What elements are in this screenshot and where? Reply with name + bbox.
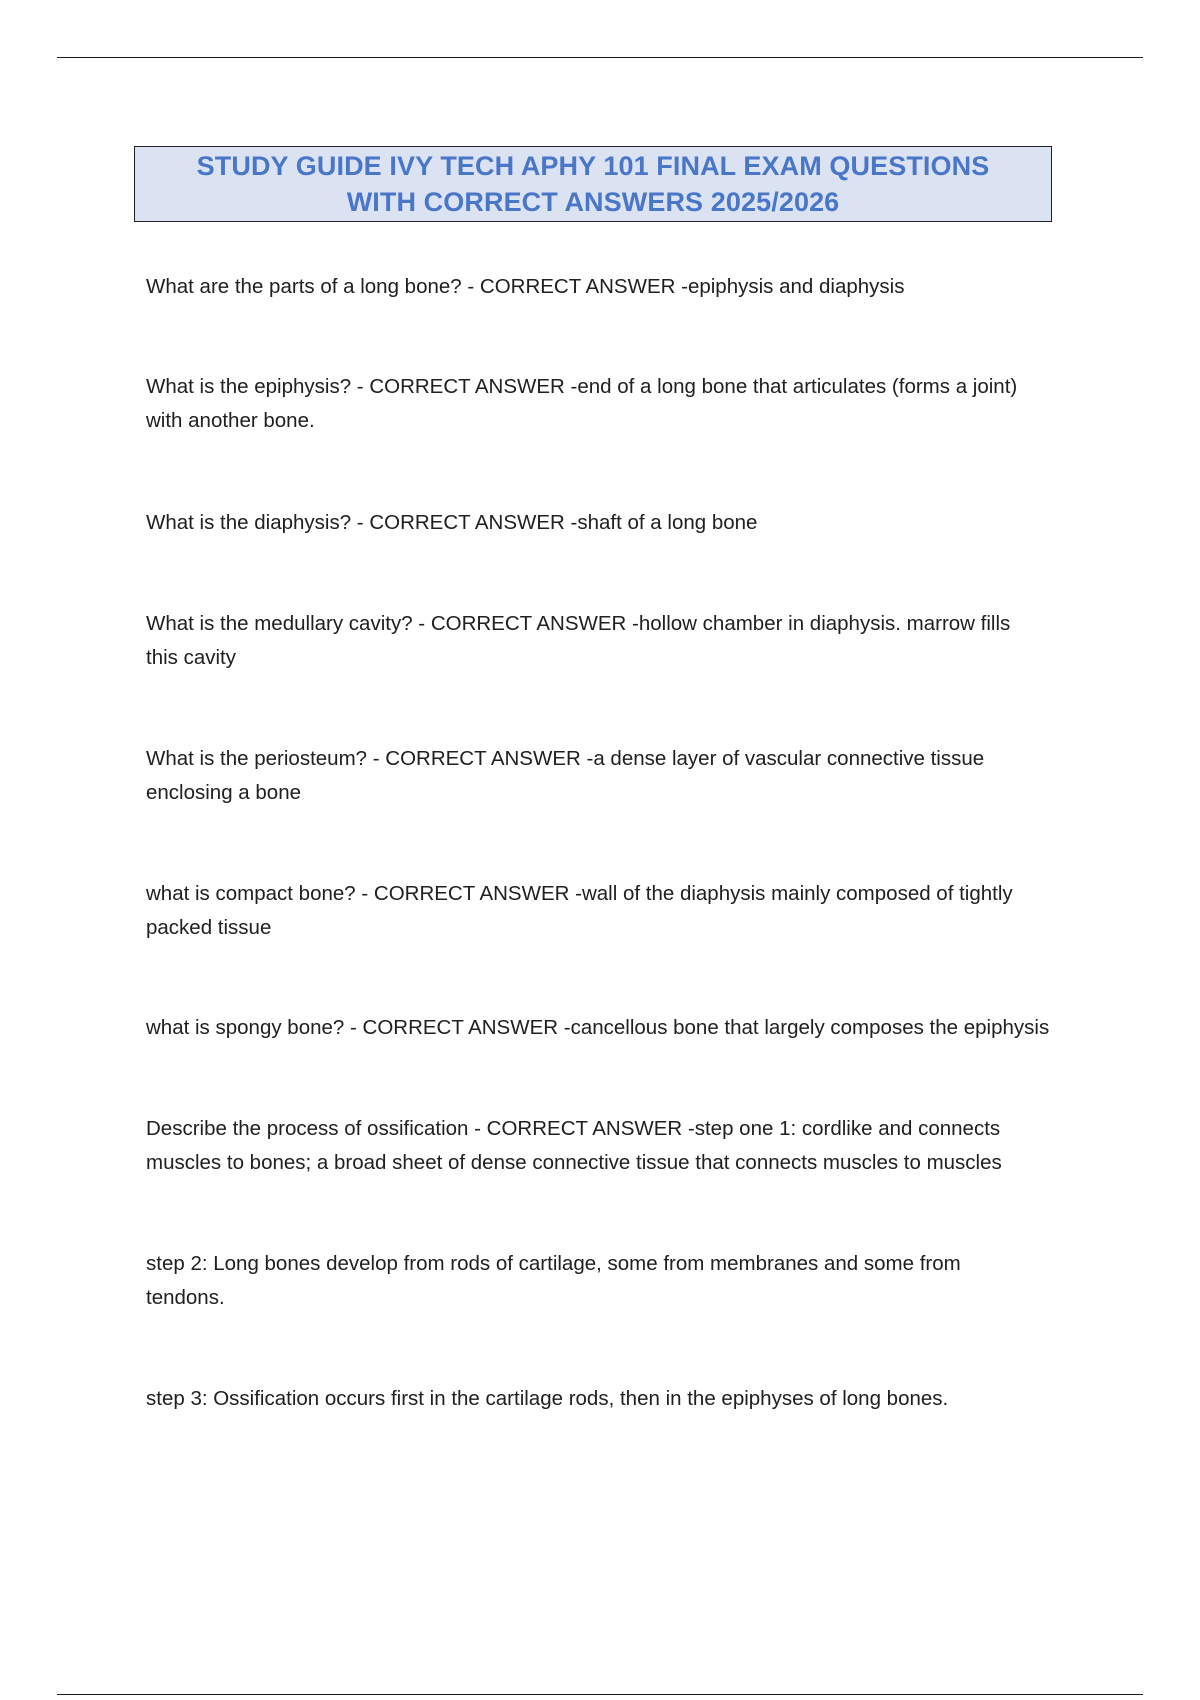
qa-line: what is compact bone? - CORRECT ANSWER -wall of the diaphysis mainly composed of tightly bbox=[146, 882, 1013, 905]
qa-line: What is the periosteum? - CORRECT ANSWER -a dense layer of vascular connective tissue bbox=[146, 747, 985, 770]
qa-line: What is the diaphysis? - CORRECT ANSWER -shaft of a long bone bbox=[146, 511, 758, 534]
qa-line: What are the parts of a long bone? - CORRECT ANSWER -epiphysis and diaphysis bbox=[146, 275, 905, 298]
qa-line: What is the epiphysis? - CORRECT ANSWER -end of a long bone that articulates (forms a joint) bbox=[146, 375, 1018, 398]
bottom-divider bbox=[57, 1694, 1143, 1695]
qa-item-2 bbox=[146, 370, 1086, 438]
title-line-2: WITH CORRECT ANSWERS 2025/2026 bbox=[346, 187, 840, 217]
title-line-1: STUDY GUIDE IVY TECH APHY 101 FINAL EXAM QUESTIONS bbox=[196, 151, 990, 181]
qa-line: Describe the process of ossification - CORRECT ANSWER -step one 1: cordlike and connects bbox=[146, 1117, 1001, 1140]
qa-item-5 bbox=[146, 742, 1086, 810]
qa-line: this cavity bbox=[146, 646, 236, 669]
qa-item-8 bbox=[146, 1112, 1086, 1180]
top-divider bbox=[57, 57, 1143, 58]
qa-item-4 bbox=[146, 607, 1086, 675]
qa-line: enclosing a bone bbox=[146, 781, 302, 804]
qa-line: What is the medullary cavity? - CORRECT ANSWER -hollow chamber in diaphysis. marrow fills bbox=[146, 612, 1011, 635]
title-banner bbox=[134, 146, 1052, 222]
qa-line: step 3: Ossification occurs first in the cartilage rods, then in the epiphyses of long bones. bbox=[146, 1387, 949, 1410]
qa-line: step 2: Long bones develop from rods of cartilage, some from membranes and some from bbox=[146, 1252, 961, 1275]
qa-item-3 bbox=[146, 506, 1086, 540]
qa-item-10 bbox=[146, 1382, 1086, 1416]
qa-item-7 bbox=[146, 1011, 1086, 1045]
qa-item-9 bbox=[146, 1247, 1086, 1315]
qa-line: tendons. bbox=[146, 1286, 225, 1309]
qa-item-1 bbox=[146, 270, 1086, 304]
qa-line: with another bone. bbox=[146, 409, 315, 432]
qa-line: packed tissue bbox=[146, 916, 272, 939]
qa-line: muscles to bones; a broad sheet of dense connective tissue that connects muscles to muscles bbox=[146, 1151, 1002, 1174]
qa-line: what is spongy bone? - CORRECT ANSWER -cancellous bone that largely composes the epiphysis bbox=[146, 1016, 1050, 1039]
document-title bbox=[135, 148, 1051, 220]
qa-item-6 bbox=[146, 877, 1086, 945]
